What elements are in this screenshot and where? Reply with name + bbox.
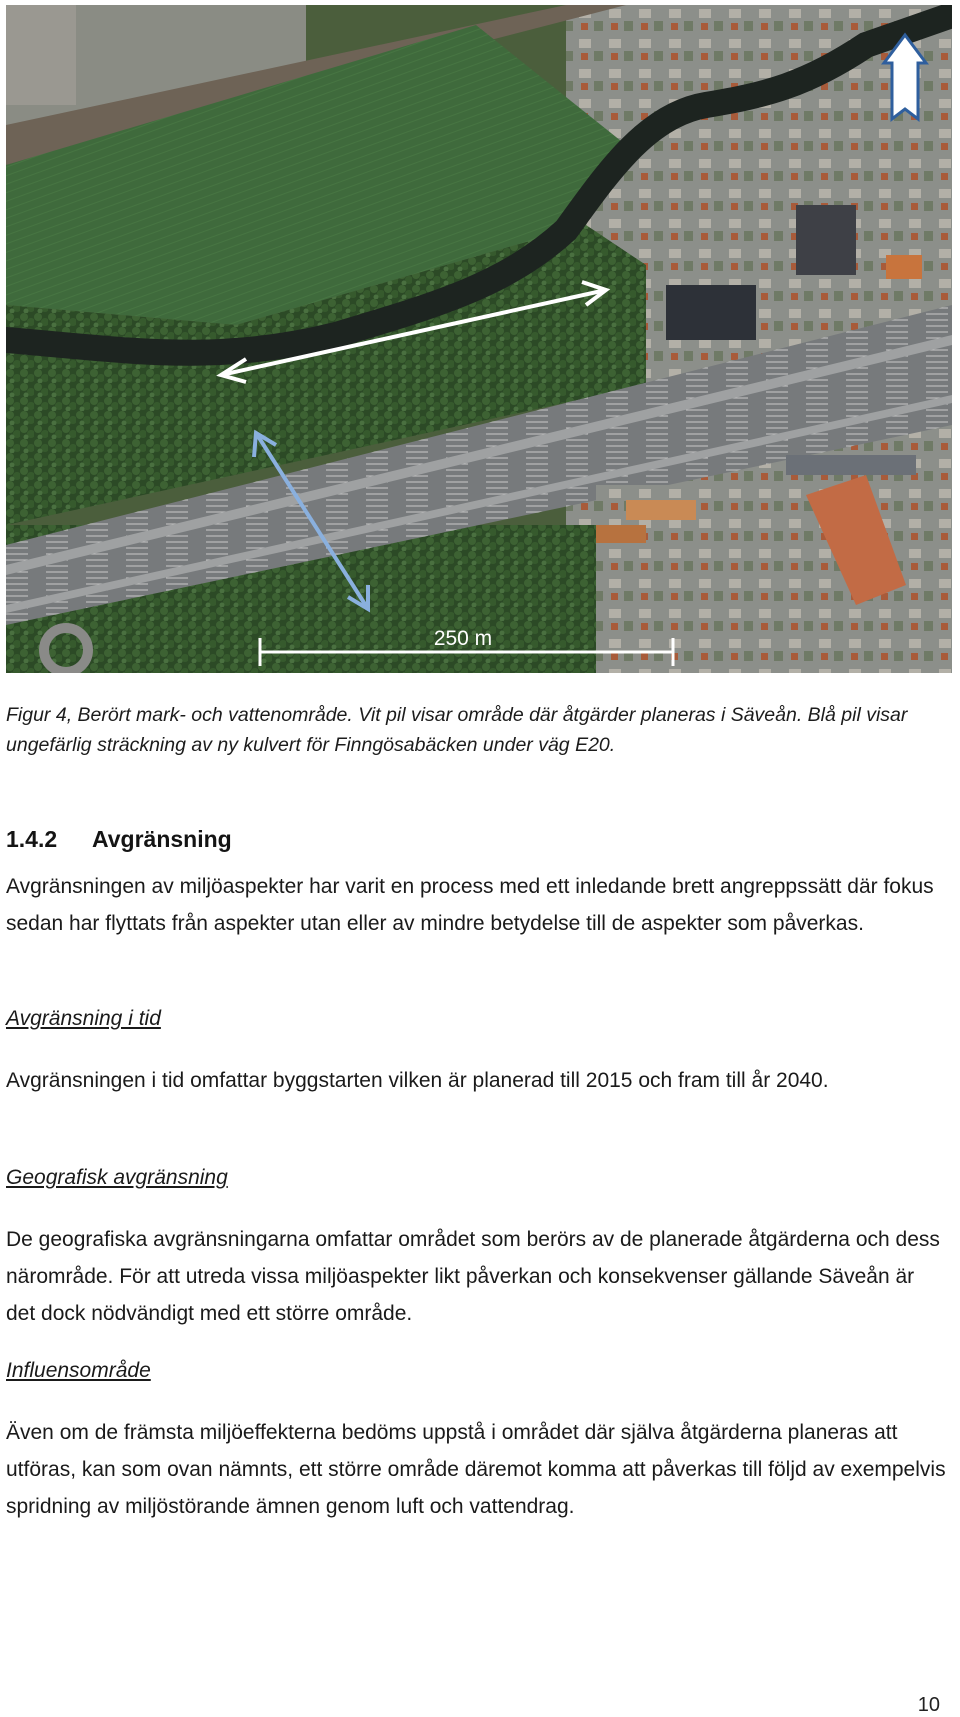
subsection-text-geographic: De geografiska avgränsningarna omfattar området som berörs av de planerade åtgärderna och dess närområde. För att utreda vissa miljöaspekter likt påverkan och konsekvenser gällande Säveån är det dock nödvändigt med ett större område. [6, 1228, 940, 1325]
subsection-text-time: Avgränsningen i tid omfattar byggstarten vilken är planerad till 2015 och fram till år 2040. [6, 1069, 829, 1092]
section-title: Avgränsning [92, 826, 232, 852]
subsection-text-influence: Även om de främsta miljöeffekterna bedöms uppstå i området där själva åtgärderna planeras att utföras, kan som ovan nämnts, ett större område däremot komma att påverkas till följd av exempelvis spridning av miljöstörande ämnen genom luft och vattendrag. [6, 1421, 946, 1518]
scale-label: 250 m [433, 627, 493, 650]
subsection-title-influence: Influensområde [6, 1359, 151, 1382]
subsection-title-geographic: Geografisk avgränsning [6, 1166, 228, 1189]
page-number: 10 [917, 1694, 940, 1716]
section-number: 1.4.2 [6, 826, 58, 852]
section-heading [6, 826, 232, 853]
figure-caption: Figur 4, Berört mark- och vattenområde. Vit pil visar område där åtgärder planeras i Säveån. Blå pil visar ungefärlig sträckning av ny kulvert för Finngösabäcken under väg E20. [6, 704, 908, 756]
subsection-title-time: Avgränsning i tid [6, 1007, 161, 1030]
aerial-map-figure [6, 5, 952, 673]
intro-paragraph: Avgränsningen av miljöaspekter har varit en process med ett inledande brett angreppssätt där fokus sedan har flyttats från aspekter utan eller av mindre betydelse till de aspekter som påverkas. [6, 875, 934, 935]
